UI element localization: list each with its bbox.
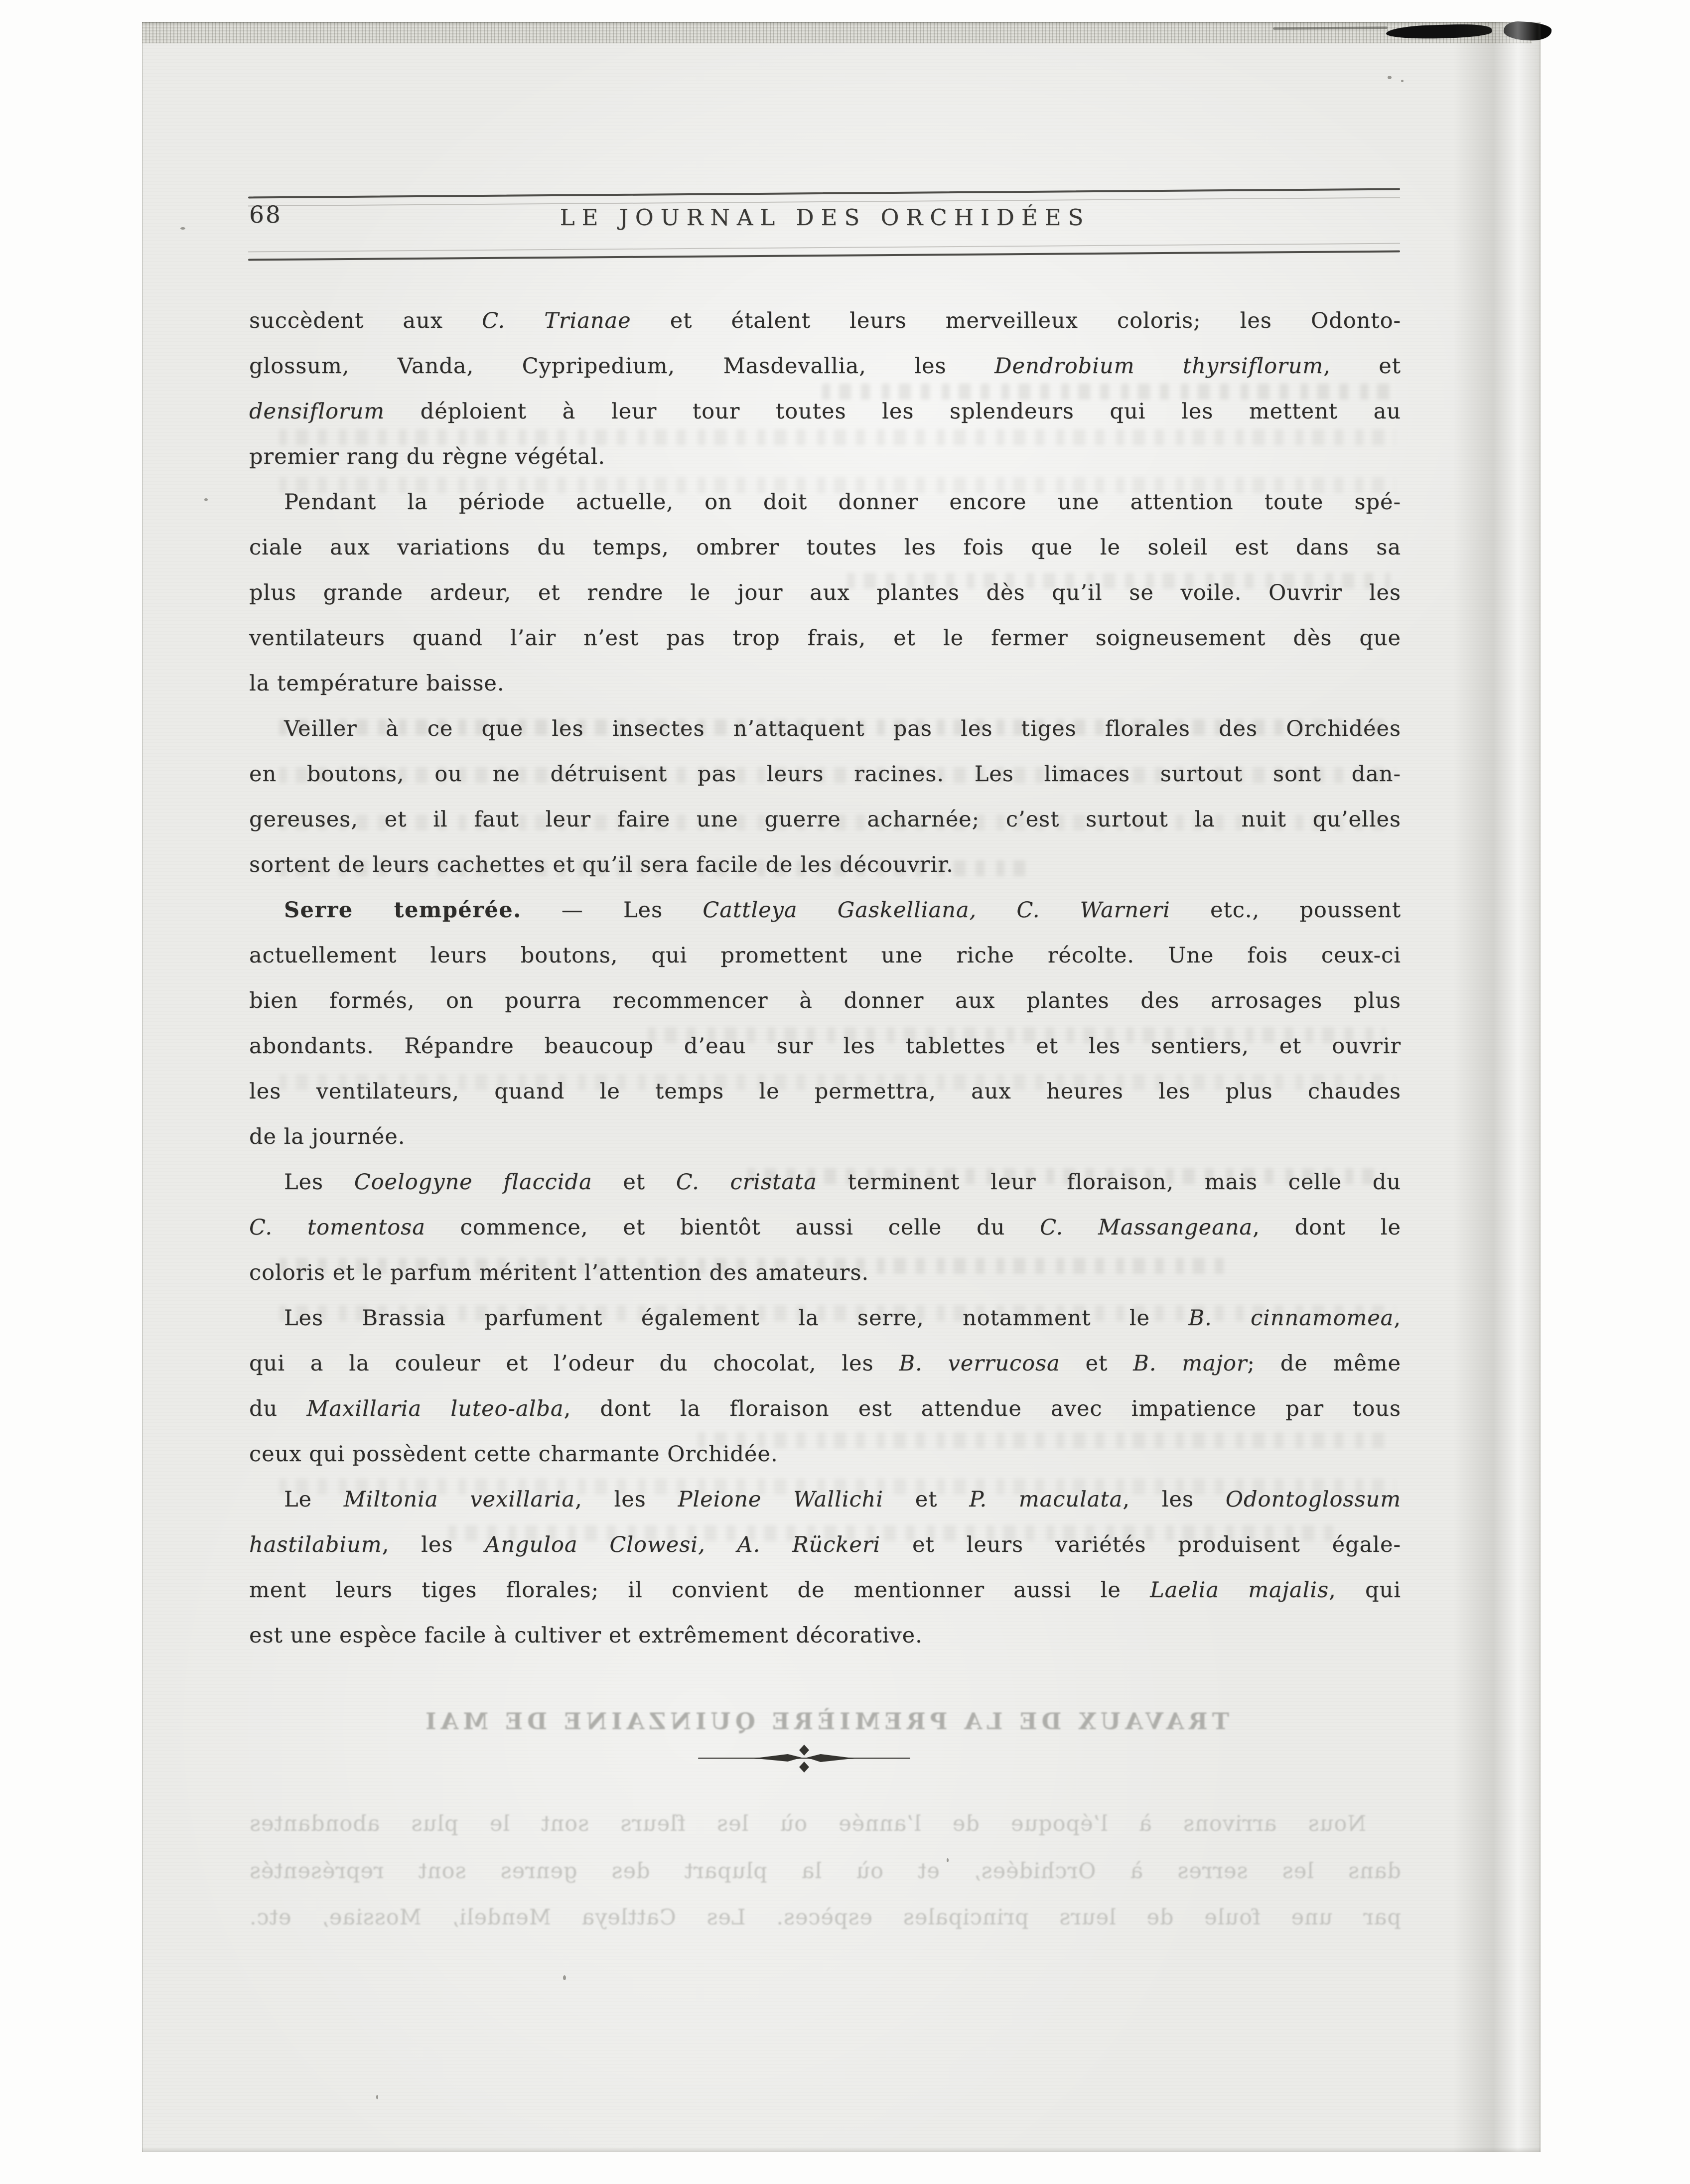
text-run: et xyxy=(592,1170,676,1195)
text-run: qui a la couleur et l’odeur du chocolat, les xyxy=(249,1351,899,1376)
text-run: Les xyxy=(284,1170,354,1195)
text-run: ceux qui possèdent cette charmante Orchidée. xyxy=(249,1442,778,1467)
text-run: les ventilateurs, quand le temps le permettra, aux heures les plus chaudes xyxy=(249,1079,1401,1104)
text-run: et xyxy=(1060,1351,1133,1376)
text-run: et étalent leurs merveilleux coloris; les Odonto- xyxy=(631,308,1401,333)
italic-species-name: densiflorum xyxy=(249,399,385,424)
text-run: déploient à leur tour toutes les splendeurs qui les mettent au xyxy=(385,399,1401,424)
page-gutter-shadow xyxy=(1453,22,1541,2152)
text-run: , dont la floraison est attendue avec impatience par tous xyxy=(563,1396,1401,1421)
text-run: gereuses, et il faut leur faire une guerre acharnée; c’est surtout la nuit qu’elles xyxy=(249,807,1401,832)
binding-cloth-texture xyxy=(142,22,1532,43)
text-run: est une espèce facile à cultiver et extrêmement décorative. xyxy=(249,1623,923,1648)
text-run: succèdent aux xyxy=(249,308,482,333)
italic-species-name: Miltonia vexillaria xyxy=(343,1487,575,1512)
text-run: glossum, Vanda, Cypripedium, Masdevallia, les xyxy=(249,354,995,379)
italic-species-name: Odontoglossum xyxy=(1225,1487,1401,1512)
italic-species-name: P. maculata xyxy=(969,1487,1123,1512)
text-run: actuellement leurs boutons, qui promettent une riche récolte. Une fois ceux-ci xyxy=(249,943,1401,968)
text-run: , les xyxy=(575,1487,678,1512)
text-line xyxy=(249,1386,1401,1432)
paper-speck xyxy=(1401,80,1404,82)
section-divider-ornament xyxy=(695,1743,913,1775)
text-run: , et xyxy=(1323,354,1401,379)
paper-speck xyxy=(204,498,208,501)
text-run: premier rang du règne végétal. xyxy=(249,444,606,469)
text-run: la température baisse. xyxy=(249,671,505,696)
text-run: en boutons, ou ne détruisent pas leurs racines. Les limaces surtout sont dan- xyxy=(249,762,1401,787)
italic-species-name: Pleione Wallichi xyxy=(678,1487,883,1512)
text-line xyxy=(249,1069,1401,1114)
text-run: , les xyxy=(382,1532,485,1557)
text-line xyxy=(249,1296,1401,1341)
italic-species-name: Coelogyne flaccida xyxy=(354,1170,592,1195)
text-line xyxy=(249,1114,1401,1160)
text-run: ventilateurs quand l’air n’est pas trop frais, et le fermer soigneusement dès que xyxy=(249,626,1401,651)
text-line xyxy=(249,1613,1401,1658)
italic-species-name: Cattleya Gaskelliana, C. Warneri xyxy=(703,898,1170,923)
bleedthrough-section-title: TRAVAUX DE LA PREMIÈRE QUINZAINE DE MAI xyxy=(421,1708,1229,1735)
text-line xyxy=(249,344,1401,389)
text-run: commence, et bientôt aussi celle du xyxy=(425,1215,1040,1240)
italic-species-name: B. cinnamomea xyxy=(1188,1306,1394,1331)
italic-species-name: hastilabium xyxy=(249,1532,382,1557)
italic-species-name: Maxillaria luteo-alba xyxy=(306,1396,564,1421)
paper-speck xyxy=(376,2095,378,2099)
italic-species-name: C. Trianae xyxy=(482,308,631,333)
text-line xyxy=(249,1160,1401,1205)
text-run: et xyxy=(883,1487,970,1512)
italic-species-name: C. tomentosa xyxy=(249,1215,425,1240)
text-line xyxy=(249,1250,1401,1296)
journal-title: LE JOURNAL DES ORCHIDÉES xyxy=(560,204,1091,231)
bleedthrough-line: Nous arrivons à l’époque de l’année où les fleurs sont le plus abondantes xyxy=(249,1811,1366,1836)
text-run: , xyxy=(1394,1306,1401,1331)
text-line xyxy=(249,616,1401,661)
text-run: ment leurs tiges florales; il convient de mentionner aussi le xyxy=(249,1578,1150,1603)
italic-species-name: Dendrobium thyrsiflorum xyxy=(994,354,1324,379)
italic-species-name: B. major xyxy=(1133,1351,1248,1376)
text-run: plus grande ardeur, et rendre le jour aux plantes dès qu’il se voile. Ouvrir les xyxy=(249,580,1401,605)
italic-species-name: Anguloa Clowesi, A. Rückeri xyxy=(485,1532,881,1557)
text-run: coloris et le parfum méritent l’attention des amateurs. xyxy=(249,1260,869,1285)
text-line xyxy=(249,434,1401,480)
text-line xyxy=(249,1522,1401,1568)
text-line xyxy=(249,661,1401,706)
text-line xyxy=(249,298,1401,344)
text-run: ciale aux variations du temps, ombrer toutes les fois que le soleil est dans sa xyxy=(249,535,1401,560)
text-line xyxy=(249,933,1401,978)
bold-run: Serre tempérée. xyxy=(284,898,522,923)
text-line xyxy=(249,1205,1401,1250)
text-line xyxy=(249,1568,1401,1613)
italic-species-name: C. cristata xyxy=(676,1170,817,1195)
bleedthrough-line: dans les serres à Orchidées, et où la plupart des genres sont représentés xyxy=(249,1859,1401,1884)
text-run: Pendant la période actuelle, on doit donner encore une attention toute spé- xyxy=(284,490,1401,515)
text-run: terminent leur floraison, mais celle du xyxy=(817,1170,1401,1195)
text-run: — Les xyxy=(521,898,703,923)
text-run: abondants. Répandre beaucoup d’eau sur les tablettes et les sentiers, et ouvrir xyxy=(249,1034,1401,1059)
text-run: sortent de leurs cachettes et qu’il sera facile de les découvrir. xyxy=(249,852,954,877)
paper-speck xyxy=(1388,76,1392,79)
text-run: du xyxy=(249,1396,307,1421)
text-run: ; de même xyxy=(1247,1351,1401,1376)
text-line xyxy=(249,752,1401,797)
text-line xyxy=(249,1024,1401,1069)
text-line xyxy=(249,978,1401,1024)
italic-species-name: C. Massangeana xyxy=(1040,1215,1253,1240)
text-line xyxy=(249,525,1401,570)
text-line xyxy=(249,706,1401,752)
text-line xyxy=(249,1341,1401,1386)
text-run: et leurs variétés produisent égale- xyxy=(880,1532,1401,1557)
text-line xyxy=(249,1477,1401,1522)
text-line xyxy=(249,842,1401,888)
text-run: de la journée. xyxy=(249,1124,406,1149)
page-bottom-edge xyxy=(142,2147,1541,2152)
text-line xyxy=(249,1432,1401,1477)
article-text xyxy=(249,298,1401,1658)
italic-species-name: Laelia majalis xyxy=(1150,1578,1329,1603)
text-run: Veiller à ce que les insectes n’attaquent pas les tiges florales des Orchidées xyxy=(284,716,1401,741)
text-run: , dont le xyxy=(1253,1215,1401,1240)
paper-speck xyxy=(180,227,185,230)
text-run: Le xyxy=(284,1487,344,1512)
text-run: etc., poussent xyxy=(1170,898,1401,923)
italic-species-name: B. verrucosa xyxy=(899,1351,1060,1376)
text-run: , qui xyxy=(1329,1578,1401,1603)
text-run: , les xyxy=(1123,1487,1226,1512)
paper-speck xyxy=(563,1975,566,1980)
bleedthrough-line: par une foule de leurs principales espèces. Les Cattleya Mendeli, Mossiae, etc. xyxy=(249,1905,1401,1930)
text-line xyxy=(249,888,1401,933)
text-run: Les Brassia parfument également la serre, notamment le xyxy=(284,1306,1189,1331)
text-line xyxy=(249,570,1401,616)
text-line xyxy=(249,389,1401,434)
text-line xyxy=(249,797,1401,842)
page-number: 68 xyxy=(249,201,282,229)
text-line xyxy=(249,480,1401,525)
text-run: bien formés, on pourra recommencer à donner aux plantes des arrosages plus xyxy=(249,988,1401,1013)
